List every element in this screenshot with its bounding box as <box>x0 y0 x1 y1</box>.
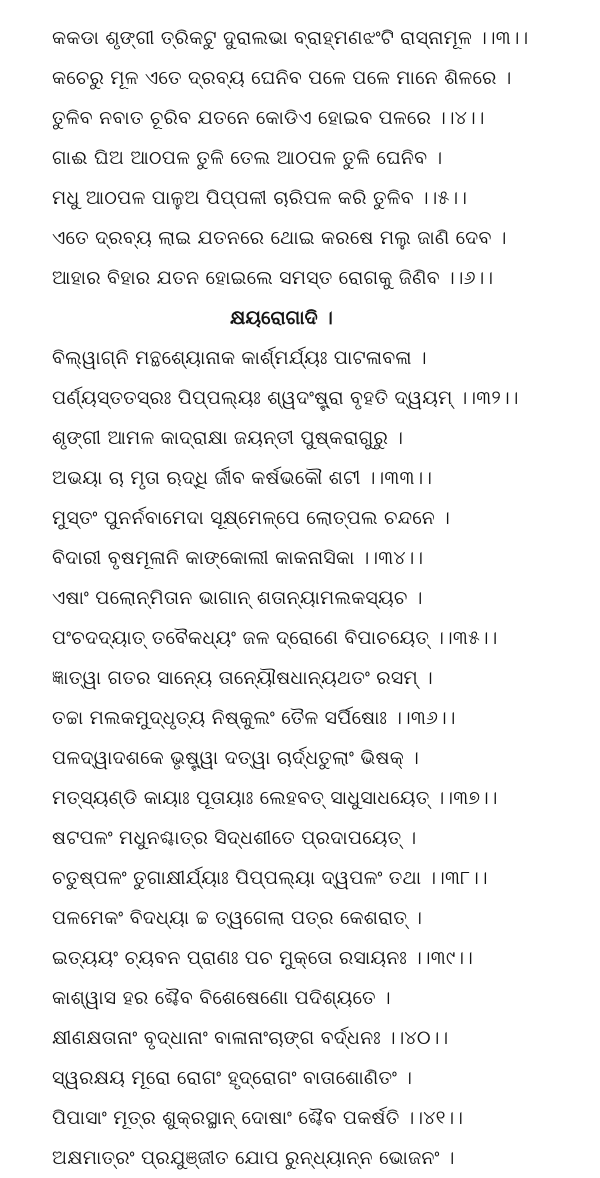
verse-line: ସ୍ୱରକ୍ଷୟ ମୂରୋ ରୋଗଂ ହୃଦ୍ରୋଗଂ ବାତାଶୋଣିତଂ । <box>52 1067 413 1089</box>
verse-line: ଏତେ ଦ୍ରବ୍ୟ ଲାଇ ଯତନରେ ଥୋଇ କରଷେ ମଲୁ ଜାଣି ଦେବ । <box>52 227 507 249</box>
verse-line: ବିଲ୍ୱାଗ୍ନି ମନ୍ଥଶ୍ୟୋନାକ କାର୍ଶ୍ମର୍ଯ୍ୟଃ ପାଟଳାବଳା । <box>52 347 427 369</box>
verse-line: ଇତ୍ୟୟଂ ଚ୍ୟବନ ପ୍ରାଣଃ ପଚ ମୁକ୍ତୋ ରସାୟନଃ ।।୩୯।। <box>52 947 473 969</box>
verse-line: ପର୍ଣ୍ୟସ୍ତତସ୍ରଃ ପିପ୍ପଲ୍ୟଃ ଶ୍ୱଦଂଷ୍ଟ୍ରା ବୃହତି ଦ୍ୱୟମ୍ ।।୩୨।। <box>52 387 519 409</box>
verse-line: କାଶ୍ୱାସ ହର ଶ୍ଚୈବ ବିଶେଷେଣୋ ପଦିଶ୍ୟତେ । <box>52 987 391 1009</box>
verse-line: ଅକ୍ଷମାତ୍ରଂ ପ୍ରଯୁଞ୍ଜୀତ ଯୋପ ରୁନ୍ଧ୍ୟାନ୍ନ ଭୋଜନଂ । <box>52 1147 455 1169</box>
verse-line: ମଧୁ ଆଠପଳ ପାଳୁଅ ପିପ୍ପଳୀ ଚାରିପଳ କରି ତୁଳିବ ।।୫।। <box>52 187 468 209</box>
verse-line: କ୍ଷୀଣକ୍ଷତାନାଂ ବୃଦ୍ଧାନାଂ ବାଳାନାଂଚାଙ୍ଗ ବର୍ଦ୍ଧନଃ ।।୪୦।। <box>52 1027 449 1049</box>
verse-line: ମତ୍ସ୍ୟଣ୍ଡି କାୟାଃ ପୂତାୟାଃ ଲେହବତ୍ ସାଧୁସାଧୟେତ୍ ।।୩୭।। <box>52 787 498 809</box>
verse-line: ଜ୍ଞାତ୍ୱା ଗତର ସାନ୍ୟେ ତାନ୍ୟୌଷଧାନ୍ୟଥତଂ ରସମ୍ । <box>52 667 433 689</box>
verse-line: ଶୃଙ୍ଗୀ ଆମଳ କାଦ୍ରାକ୍ଷା ଜୟନ୍ତୀ ପୁଷ୍କରାଗୁରୁ । <box>52 427 404 449</box>
verse-block-lower <box>52 338 580 1178</box>
verse-line: ତଚ୍ଚା ମଲକମୁଦ୍ଧୃତ୍ୟ ନିଷ୍କୁଲଂ ତୈଳ ସର୍ପିଷୋଃ ।।୩୬।। <box>52 707 456 729</box>
verse-line: କଚେରୁ ମୂଳ ଏତେ ଦ୍ରବ୍ୟ ଘେନିବ ପଳେ ପଳେ ମାନେ ଶିଳରେ । <box>52 67 512 89</box>
verse-line: ମୁସ୍ତଂ ପୁନର୍ନବାମେଦା ସୂକ୍ଷ୍ମେଳ୍ପେ ଲୋତ୍ପଲ ଚନ୍ଦନେ । <box>52 507 451 529</box>
verse-line: ଗାଈ ଘିଅ ଆଠପଳ ତୁଳି ତେଲ ଆଠପଳ ତୁଳି ଘେନିବ । <box>52 147 443 169</box>
verse-line: ଆହାର ବିହାର ଯତନ ହୋଇଲେ ସମସ୍ତ ରୋଗକୁ ଜିଣିବ ।।୬।। <box>52 267 494 289</box>
verse-line: ପଳଦ୍ୱାଦଶକେ ଭୃଷ୍ଟ୍ୱା ଦତ୍ୱା ଚାର୍ଦ୍ଧତୁଲାଂ ଭିଷକ୍ । <box>52 747 419 769</box>
verse-line: ଏଷାଂ ପଲୋନ୍ମିତାନ ଭାଗାନ୍ ଶତାନ୍ୟାମଲକସ୍ୟଚ । <box>52 587 423 609</box>
verse-line: ଷଟପଳଂ ମଧୁନଶ୍ଚାତ୍ର ସିଦ୍ଧଶୀତେ ପ୍ରଦାପୟେତ୍ । <box>52 827 417 849</box>
verse-line: ପଳମେକଂ ବିଦଧ୍ୟା ଚ୍ଚ ତ୍ୱଗେଲା ପତ୍ର କେଶରାତ୍ । <box>52 907 423 929</box>
verse-line: ଅଭୟା ଚା ମୃତା ଋଦ୍ଧି ର୍ଜୀବ କର୍ଷଭକୌ ଶଟୀ ।।୩୩।। <box>52 467 433 489</box>
section-heading: କ୍ଷୟରୋଗାଦି । <box>230 307 333 329</box>
verse-line: କକଡା ଶୃଙ୍ଗୀ ତ୍ରିକଟୁ ଦୁରାଲଭା ବ୍ରାହ୍ମଣଝଂଟି ରାସ୍ନାମୂଳ ।।୩।। <box>52 27 529 49</box>
verse-line: ବିଦାରୀ ବୃଷମୂଳାନି କାଙ୍କୋଲୀ କାକନାସିକା ।।୩୪।। <box>52 547 424 569</box>
verse-line: ପଂଚଦଦ୍ୟାତ୍ ତବୈକଧ୍ୟଂ ଜଳ ଦ୍ରୋଣେ ବିପାଚୟେତ୍ ।।୩୫।। <box>52 627 498 649</box>
verse-line: ଚତୁଷ୍ପଳଂ ତୁଗାକ୍ଷୀର୍ଯ୍ୟାଃ ପିପ୍ପଲ୍ୟା ଦ୍ୱପଳଂ ତଥା ।।୩୮।। <box>52 867 488 889</box>
verse-line: ପିପାସାଂ ମୂତ୍ର ଶୁକ୍ରସ୍ଥାନ୍ ଦୋଷାଂ ଶ୍ଚୈବ ପକର୍ଷତି ।।୪୧।। <box>52 1107 464 1129</box>
verse-line: ତୁଳିବ ନବାତ ଚୂରିବ ଯତନେ କୋଡିଏ ହୋଇବ ପଳରେ ।।୪।। <box>52 107 485 129</box>
verse-block-upper <box>52 18 580 298</box>
